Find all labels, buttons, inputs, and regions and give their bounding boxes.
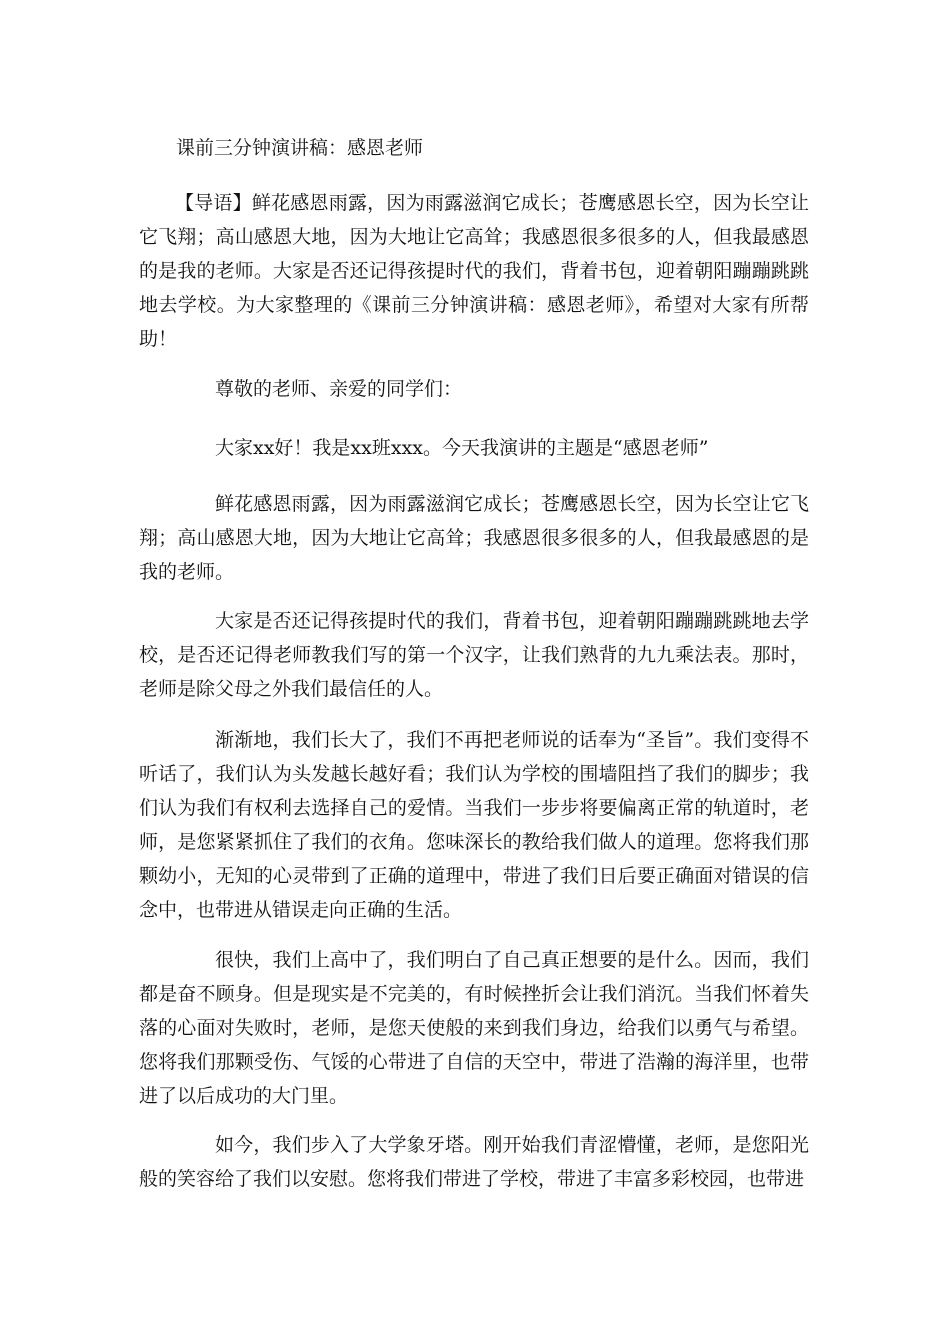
- body-paragraph: 大家是否还记得孩提时代的我们，背着书包，迎着朝阳蹦蹦跳跳地去学校，是否还记得老师教我们写的第一个汉字，让我们熟背的九九乘法表。那时，老师是除父母之外我们最信任的人。: [139, 610, 809, 700]
- body-paragraph: 鲜花感恩雨露，因为雨露滋润它成长；苍鹰感恩长空，因为长空让它飞翔；高山感恩大地，因为大地让它高耸；我感恩很多很多的人，但我最感恩的是我的老师。: [139, 493, 809, 583]
- body-paragraph: 渐渐地，我们长大了，我们不再把老师说的话奉为“圣旨”。我们变得不听话了，我们认为头发越长越好看；我们认为学校的围墙阻挡了我们的脚步；我们认为我们有权利去选择自己的爱情。当我们一步步将要偏离正常的轨道时，老师，是您紧紧抓住了我们的衣角。您味深长的教给我们做人的道理。您将我们那颗幼小，无知的心灵带到了正确的道理中，带进了我们日后要正确面对错误的信念中，也带进从错误走向正确的生活。: [139, 729, 809, 921]
- body-paragraph: 如今，我们步入了大学象牙塔。刚开始我们青涩懵懂，老师，是您阳光般的笑容给了我们以安慰。您将我们带进了学校，带进了丰富多彩校园，也带进: [139, 1134, 809, 1190]
- salutation-paragraph: 尊敬的老师、亲爱的同学们：: [215, 378, 463, 400]
- intro-paragraph: 【导语】鲜花感恩雨露，因为雨露滋润它成长；苍鹰感恩长空，因为长空让它飞翔；高山感恩大地，因为大地让它高耸；我感恩很多很多的人，但我最感恩的是我的老师。大家是否还记得孩提时代的我们，背着书包，迎着朝阳蹦蹦跳跳地去学校。为大家整理的《课前三分钟演讲稿：感恩老师》，希望对大家有所帮助！: [139, 192, 809, 350]
- greeting-paragraph: 大家xx好！我是xx班xxx。今天我演讲的主题是“感恩老师”: [215, 437, 709, 459]
- document-title: 课前三分钟演讲稿：感恩老师: [176, 137, 424, 159]
- body-paragraph: 很快，我们上高中了，我们明白了自己真正想要的是什么。因而，我们都是奋不顾身。但是现实是不完美的，有时候挫折会让我们消沉。当我们怀着失落的心面对失败时，老师，是您天使般的来到我们身边，给我们以勇气与希望。您将我们那颗受伤、气馁的心带进了自信的天空中，带进了浩瀚的海洋里，也带进了以后成功的大门里。: [139, 949, 809, 1107]
